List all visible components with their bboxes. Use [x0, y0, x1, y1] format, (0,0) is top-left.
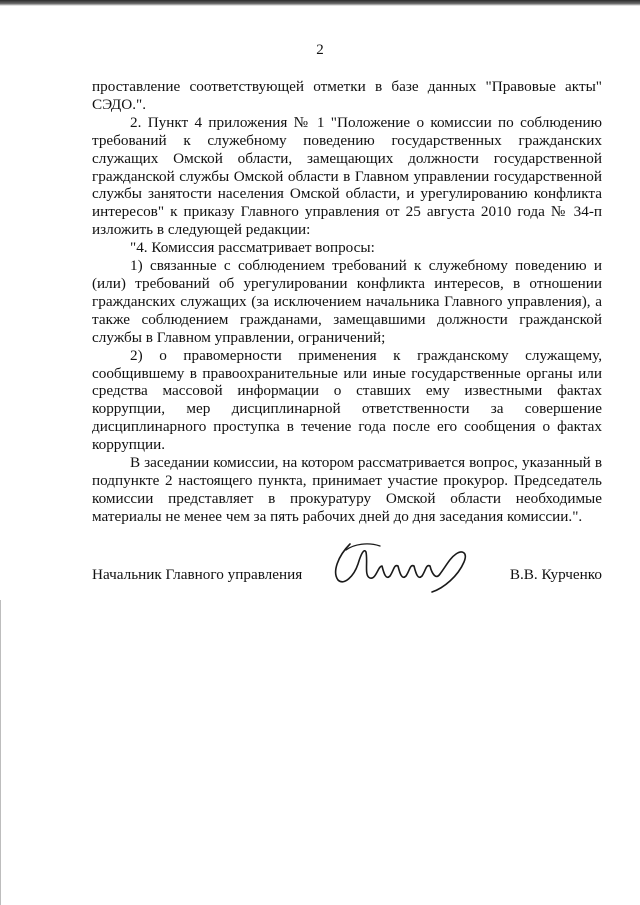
paragraph-subpoint-1: 1) связанные с соблюдением требований к служебному поведению и (или) требований об урегулировании конфликта интересов, в отношении гражданских служащих (за исключением начальника Главного управления), а также соблюдением гражданами, замещавшими должности гражданской службы в Главном управлении, ограничений; — [92, 257, 602, 346]
paragraph-subpoint-2: 2) о правомерности применения к гражданскому служащему, сообщившему в правоохранительные или иные государственные органы или средства массовой информации о ставших ему известными фактах коррупции, мер дисциплинарной ответственности за совершение дисциплинарного проступка в течение года после его сообщения о фактах коррупции. — [92, 346, 602, 454]
handwritten-signature — [328, 536, 478, 596]
page-number: 2 — [316, 42, 324, 58]
paragraph-prosecutor: В заседании комиссии, на котором рассматривается вопрос, указанный в подпункте 2 настоящего пункта, принимает участие прокурор. Председатель комиссии представляет в прокуратуру Омской области необходимые материалы не менее чем за пять рабочих дней до дня заседания комиссии.". — [92, 454, 602, 525]
signatory-position: Начальник Главного управления — [92, 566, 303, 583]
scan-top-edge — [0, 0, 640, 6]
paragraph-continuation: проставление соответствующей отметки в базе данных "Правовые акты" СЭДО.". — [92, 78, 602, 113]
scan-left-edge — [0, 600, 1, 905]
document-body — [92, 78, 602, 526]
paragraph-point-2: 2. Пункт 4 приложения № 1 "Положение о комиссии по соблюдению требований к служебному поведению государственных гражданских служащих Омской области, замещающих должности государственной гражданской службы Омской области в Главном управлении государственной службы занятости населения Омской области, и урегулированию конфликта интересов" к приказу Главного управления от 25 августа 2010 года № 34-п изложить в следующей редакции: — [92, 113, 602, 239]
paragraph-clause-4-heading: "4. Комиссия рассматривает вопросы: — [130, 239, 375, 257]
signatory-name: В.В. Курченко — [509, 566, 602, 583]
